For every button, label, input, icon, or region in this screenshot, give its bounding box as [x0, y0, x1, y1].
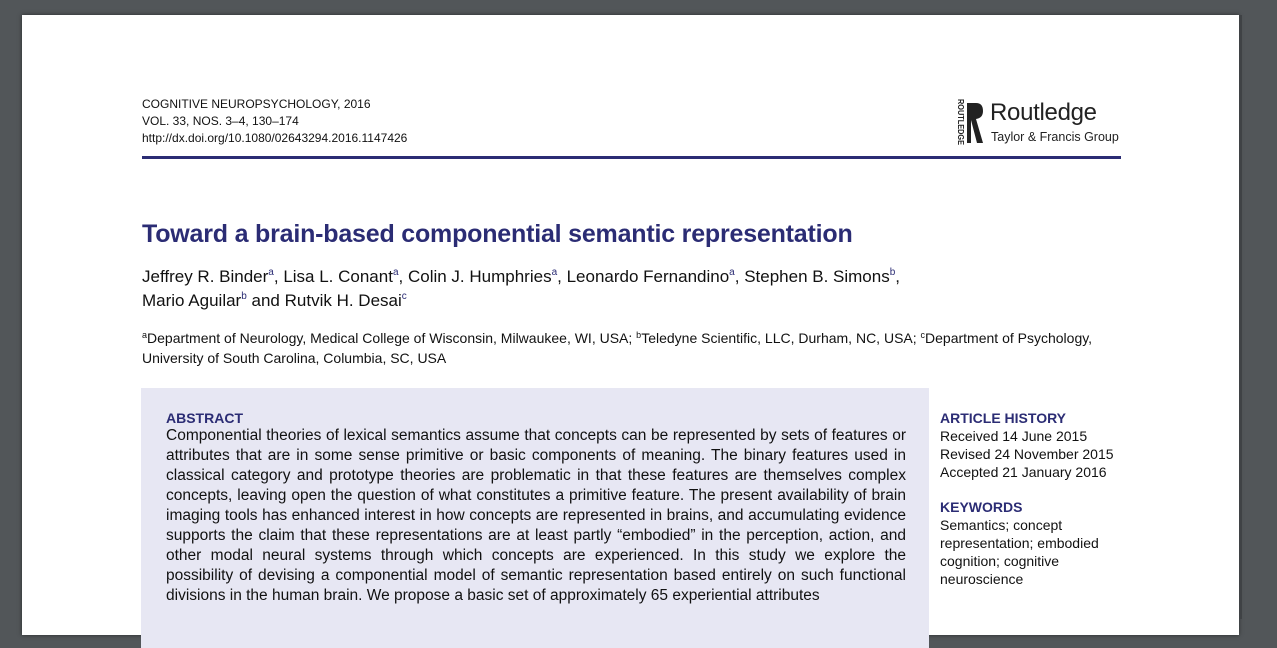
- author: Lisa L. Conant$^a$: [283, 267, 399, 286]
- publisher-logo: [948, 99, 1128, 153]
- publisher-subtitle: Taylor & Francis Group: [991, 130, 1119, 144]
- journal-name: COGNITIVE NEUROPSYCHOLOGY, 2016: [142, 97, 371, 111]
- author: Jeffrey R. Binder$^a$: [142, 267, 274, 286]
- affiliation: Teledyne Scientific, LLC, Durham, NC, USA;: [641, 330, 917, 346]
- keywords-heading: KEYWORDS: [940, 499, 1023, 515]
- article-sidebar: [940, 410, 1130, 588]
- abstract-box: [141, 388, 929, 648]
- affiliation: Department of Psychology, University of South Carolina, Columbia, SC, USA: [142, 330, 1093, 366]
- author: Mario Aguilar$^b$: [142, 291, 247, 310]
- author: Stephen B. Simons$^b$: [744, 267, 896, 286]
- publisher-name: Routledge: [990, 99, 1097, 126]
- abstract-heading: ABSTRACT: [166, 410, 243, 426]
- author-list: Jeffrey R. Binder$^a$, Lisa L. Conant$^a$, Colin J. Humphries$^a$, Leonardo Fernandino$^a$, Stephen B. Simons$^b$, Mario Aguilar$^b$ and Rutvik H. Desai$^c$: [142, 267, 901, 310]
- author: Leonardo Fernandino$^a$: [566, 267, 735, 286]
- page-shadow: [1239, 15, 1242, 619]
- author: Colin J. Humphries$^a$: [407, 267, 558, 286]
- journal-volume: VOL. 33, NOS. 3–4, 130–174: [142, 114, 299, 128]
- journal-info: [142, 96, 407, 147]
- author-conjunction: and: [251, 291, 280, 310]
- pdf-page: [22, 15, 1239, 635]
- received-date: Received 14 June 2015: [940, 428, 1088, 444]
- revised-date: Revised 24 November 2015: [940, 446, 1114, 462]
- article-history-heading: ARTICLE HISTORY: [940, 410, 1067, 426]
- author: Rutvik H. Desai$^c$: [284, 291, 407, 310]
- logo-vertical-text: ROUTLEDGE: [956, 99, 966, 153]
- routledge-r-icon: [965, 101, 985, 145]
- doi-link[interactable]: http://dx.doi.org/10.1080/02643294.2016.1147426: [142, 131, 408, 145]
- header-divider: [142, 156, 1121, 159]
- abstract-text: Componential theories of lexical semantics assume that concepts can be represented by sets of features or attributes that are in some sense primitive or basic components of meaning. The binary features used in classical category and prototype theories are problematic in that these features are themselves complex concepts, leaving open the question of what constitutes a primitive feature. The present availability of brain imaging tools has enhanced interest in how concepts are represented in brains, and accumulating evidence supports the claim that these representations are at least partly “embodied” in the perception, action, and other modal neural systems through which concepts are experienced. In this study we explore the possibility of devising a componential model of semantic representation based entirely on such functional divisions in the human brain. We propose a basic set of approximately 65 experiential attributes: [166, 427, 906, 604]
- article-title: Toward a brain-based componential semantic representation: [142, 220, 853, 248]
- accepted-date: Accepted 21 January 2016: [940, 464, 1107, 480]
- affiliation: Department of Neurology, Medical College of Wisconsin, Milwaukee, WI, USA;: [147, 330, 633, 346]
- routledge-mark-icon: [948, 99, 966, 153]
- affiliations: $^a$Department of Neurology, Medical College of Wisconsin, Milwaukee, WI, USA; $^b$Teledyne Scientific, LLC, Durham, NC, USA; $^c$Department of Psychology, University of South Carolina, Columbia, SC, USA: [142, 330, 1093, 366]
- keywords-text: Semantics; concept representation; embodied cognition; cognitive neuroscience: [940, 517, 1099, 587]
